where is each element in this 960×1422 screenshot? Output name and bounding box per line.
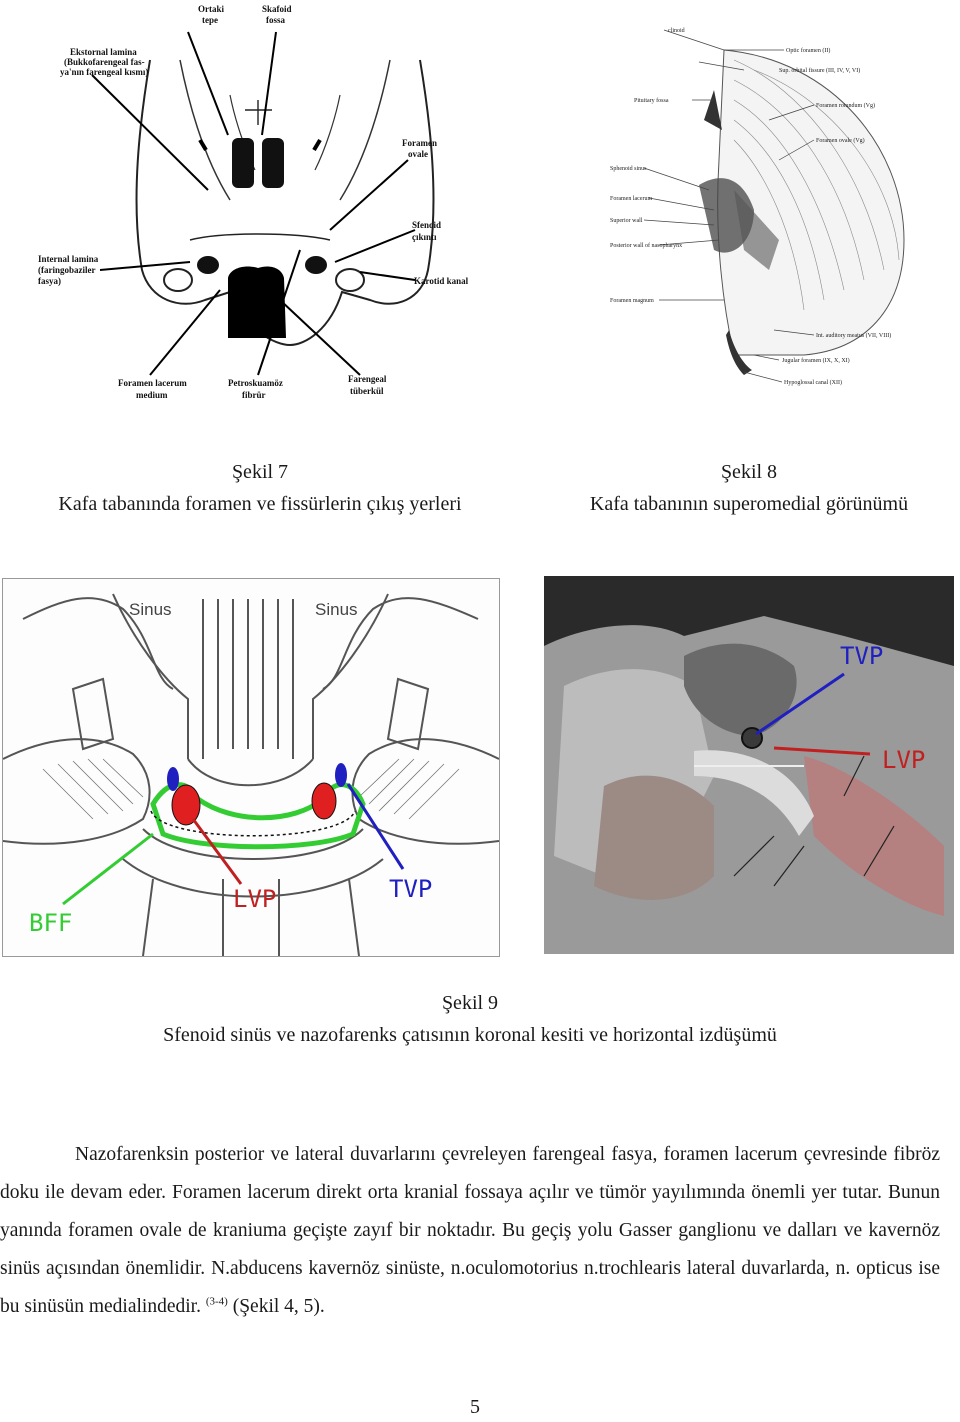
page-number: 5	[470, 1396, 480, 1418]
label-petro-1: Petroskuamöz	[228, 378, 283, 388]
figure-7-title: Kafa tabanında foramen ve fissürlerin çıkış yerleri	[58, 493, 462, 515]
sinus-label-left: Sinus	[129, 600, 172, 619]
fig8-label-8: Superior wall	[610, 218, 643, 224]
figure-7-number: Şekil 7	[231, 461, 289, 483]
fig8-label-3: Pituitary fossa	[634, 98, 669, 104]
figure-8-superomedial-diagram	[604, 10, 934, 405]
paragraph-tail: (Şekil 4, 5).	[227, 1296, 325, 1317]
fig8-label-6: Sphenoid sinus	[610, 166, 647, 172]
label-lacerum-1: Foramen lacerum	[118, 378, 187, 388]
figure-7-caption	[0, 456, 520, 520]
label-internal-2: (faringobaziler	[38, 265, 96, 275]
figure-8-number: Şekil 8	[720, 461, 778, 483]
figure-8-caption	[538, 456, 960, 520]
figure-9-right-svg	[544, 576, 954, 954]
label-sfenoid-1: Sfenoid	[412, 220, 442, 230]
label-karotid: Karotid kanal	[414, 276, 469, 286]
figure-9-left-svg	[3, 579, 499, 956]
label-tepe: tepe	[202, 15, 218, 25]
sinus-label-right: Sinus	[315, 600, 358, 619]
paragraph-main: Nazofarenksin posterior ve lateral duvarlarını çevreleyen farengeal fasya, foramen lacerum çevresinde fibröz doku ile devam eder. Foramen lacerum direkt orta kranial fossaya açılır ve tümör yayılımında önemli yer tutar. Bunun yanında foramen ovale de kraniuma geçişte zayıf bir noktadır. Bu geçiş yolu Gasser ganglionu ve dalları ve kavernöz sinüs açısından önemlidir. N.abducens kavernöz sinüste, n.oculomotorius n.trochlearis lateral duvarlarda, n. opticus ise bu sinüsün medialindedir.	[0, 1144, 940, 1317]
label-ekst-3: ya'nın farengeal kısmı)	[60, 67, 149, 77]
label-sfenoid-2: çıkıntı	[412, 232, 437, 242]
lvp-label-left-fig: LVP	[233, 885, 277, 913]
fig8-label-7: Foramen lacerum	[610, 196, 653, 202]
label-fossa: fossa	[266, 15, 286, 25]
label-internal-1: Internal lamina	[38, 254, 99, 264]
fig8-label-9: Posterior wall of nasopharynx	[610, 243, 683, 249]
label-foramen-ovale-2: ovale	[408, 149, 428, 159]
bff-label: BFF	[29, 909, 73, 937]
reference-superscript: (3-4)	[205, 1295, 228, 1308]
tvp-label-left-fig: TVP	[389, 875, 433, 903]
lvp-right-muscle	[312, 783, 336, 819]
label-farengeal-2: tüberkül	[350, 386, 384, 396]
label-petro-2: fibrür	[242, 390, 266, 400]
figure-9-coronal-section	[2, 578, 500, 957]
fig8-label-5: Foramen ovale (Vg)	[816, 138, 865, 144]
tvp-right-muscle	[335, 763, 347, 787]
figure-7-svg	[30, 0, 490, 412]
figure-8-title: Kafa tabanının superomedial görünümü	[589, 493, 909, 515]
label-ekst-2: (Bukkofarengeal fas-	[64, 57, 145, 67]
label-lacerum-2: medium	[136, 390, 168, 400]
label-foramen-ovale-1: Foramen	[402, 138, 437, 148]
fig8-label-10: Foramen magnum	[610, 298, 654, 304]
figure-9-caption	[0, 987, 940, 1051]
tvp-left-muscle	[167, 767, 179, 791]
lvp-left-muscle	[172, 785, 200, 825]
tvp-label-right-fig: TVP	[840, 642, 884, 670]
fig8-label-12: Jugular foramen (IX, X, XI)	[782, 358, 850, 364]
figure-9-sagittal-projection	[544, 576, 954, 954]
figure-8-svg	[604, 10, 934, 405]
figure-9-title: Sfenoid sinüs ve nazofarenks çatısının koronal kesiti ve horizontal izdüşümü	[163, 1024, 777, 1046]
label-ekst-1: Ekstornal lamina	[70, 47, 137, 57]
label-skafoid: Skafoid	[262, 4, 292, 14]
body-paragraph	[0, 1136, 940, 1326]
fig8-label-4: Foramen rotundum (Vg)	[816, 103, 875, 109]
label-ortaki: Ortaki	[198, 4, 224, 14]
fig8-label-1: Optic foramen (II)	[786, 48, 831, 54]
fig8-label-13: Hypoglossal canal (XII)	[784, 380, 842, 386]
fig8-label-2: Sup. orbital fissure (III, IV, V, VI)	[779, 68, 861, 74]
fig8-label-0: clinoid	[668, 28, 685, 34]
label-internal-3: fasya)	[38, 276, 61, 286]
paragraph-text	[0, 1136, 940, 1326]
figure-7-skull-base-diagram	[30, 0, 490, 412]
lvp-label-right-fig: LVP	[882, 746, 926, 774]
figure-9-number: Şekil 9	[441, 992, 499, 1014]
label-farengeal-1: Farengeal	[348, 374, 387, 384]
fig8-label-11: Int. auditory meatus (VII, VIII)	[816, 333, 892, 339]
